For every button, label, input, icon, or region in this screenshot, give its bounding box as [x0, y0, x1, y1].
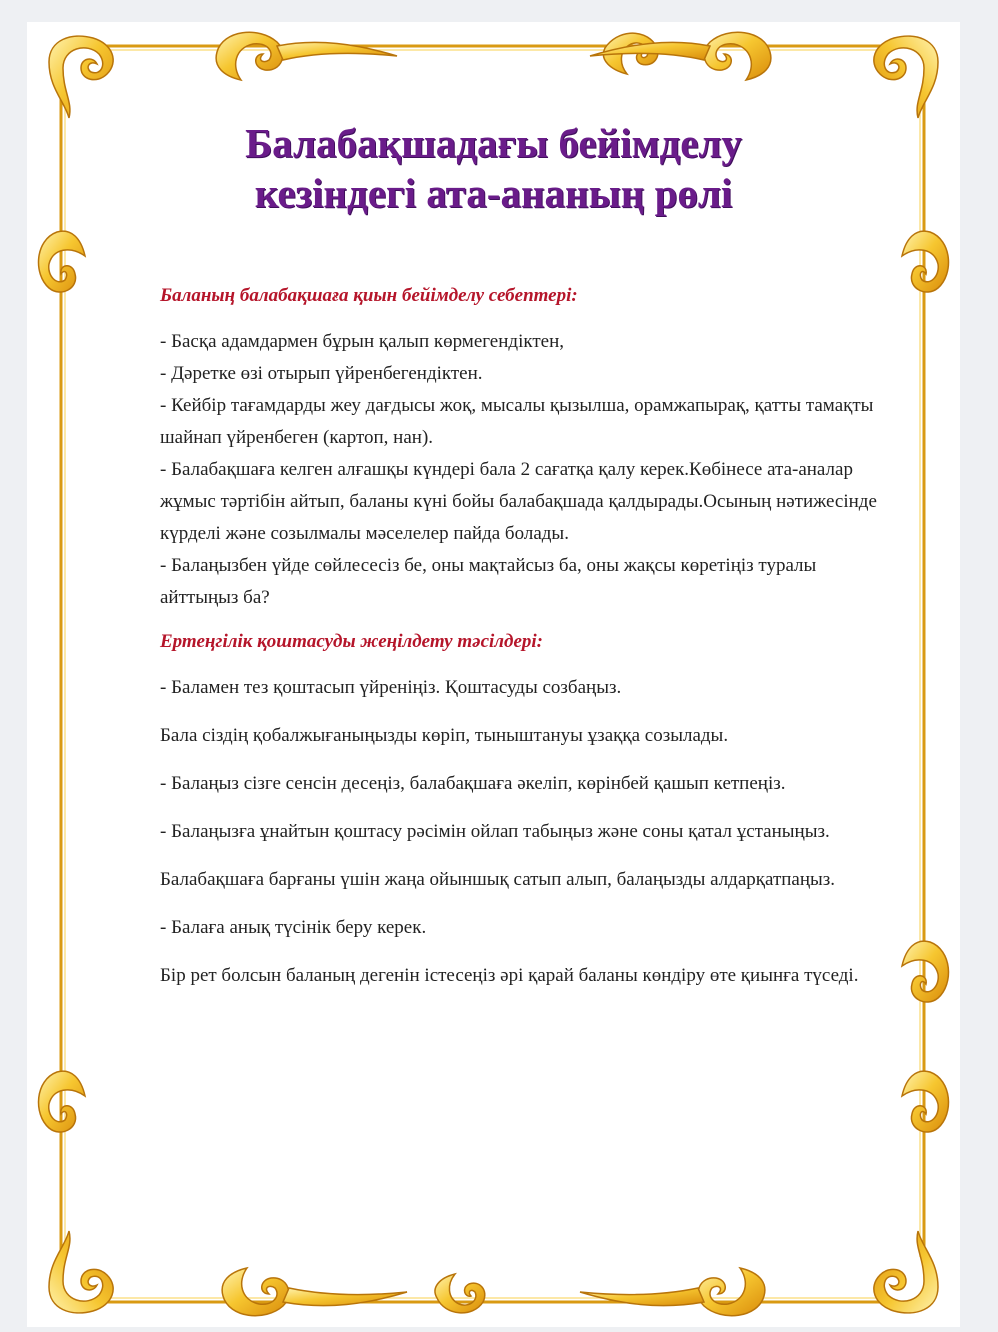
title-line-1: Балабақшадағы бейімделу [245, 120, 742, 166]
bottom-scroll-right [580, 1268, 765, 1316]
document-page [27, 22, 960, 1327]
corner-top-right [874, 36, 938, 118]
paragraph: - Балаға анық түсінік беру керек. [160, 917, 427, 938]
causes-list [160, 326, 894, 614]
paragraph: - Балаңызға ұнайтын қоштасу рәсімін ойлап табыңыз және соны қатал ұстаныңыз. [160, 821, 830, 842]
corner-bottom-right [874, 1231, 938, 1313]
corner-top-left [49, 36, 113, 118]
paragraph: - Балаңыз сізге сенсін десеңіз, балабақшаға әкеліп, көрінбей қашып кетпеңіз. [160, 773, 786, 794]
top-scroll-left [216, 32, 397, 80]
page-title [87, 118, 900, 218]
list-item: - Басқа адамдармен бұрын қалып көрмегендіктен, [160, 331, 564, 352]
document-body [160, 280, 894, 1008]
title-line-2: кезіндегі ата-ананың рөлі [254, 170, 733, 216]
paragraph: Бала сіздің қобалжығаныңызды көріп, тыныштануы ұзаққа созылады. [160, 725, 729, 746]
bottom-scroll-center [435, 1274, 485, 1313]
list-item: - Балаңызбен үйде сөйлесесіз бе, оны мақтайсыз ба, оны жақсы көретіңіз туралы айттыңыз ба? [160, 555, 817, 608]
section-heading-tips: Ертеңгілік қоштасуды жеңілдету тәсілдері: [160, 631, 543, 652]
list-item: - Балабақшаға келген алғашқы күндері бала 2 сағатқа қалу керек.Көбінесе ата-аналар жұмыс тәртібін айтып, баланы күні бойы балабақшада қалдырады.Осының нәтижесінде күрделі және созылмалы мәселелер пайда болады. [160, 459, 877, 544]
paragraph: Бір рет болсын баланың дегенін істесеңіз әрі қарай баланы көндіру өте қиынға түседі. [160, 965, 859, 986]
paragraph: - Баламен тез қоштасып үйреніңіз. Қоштасуды созбаңыз. [160, 677, 622, 698]
section-heading-causes: Баланың балабақшаға қиын бейімделу себептері: [160, 285, 578, 306]
corner-bottom-left [49, 1231, 113, 1313]
paragraph: Балабақшаға барғаны үшін жаңа ойыншық сатып алып, балаңызды алдарқатпаңыз. [160, 869, 836, 890]
list-item: - Дәретке өзі отырып үйренбегендіктен. [160, 363, 483, 384]
list-item: - Кейбір тағамдарды жеу дағдысы жоқ, мысалы қызылша, орамжапырақ, қатты тамақты шайнап үйренбеген (картоп, нан). [160, 395, 874, 448]
bottom-scroll-left [222, 1268, 407, 1316]
